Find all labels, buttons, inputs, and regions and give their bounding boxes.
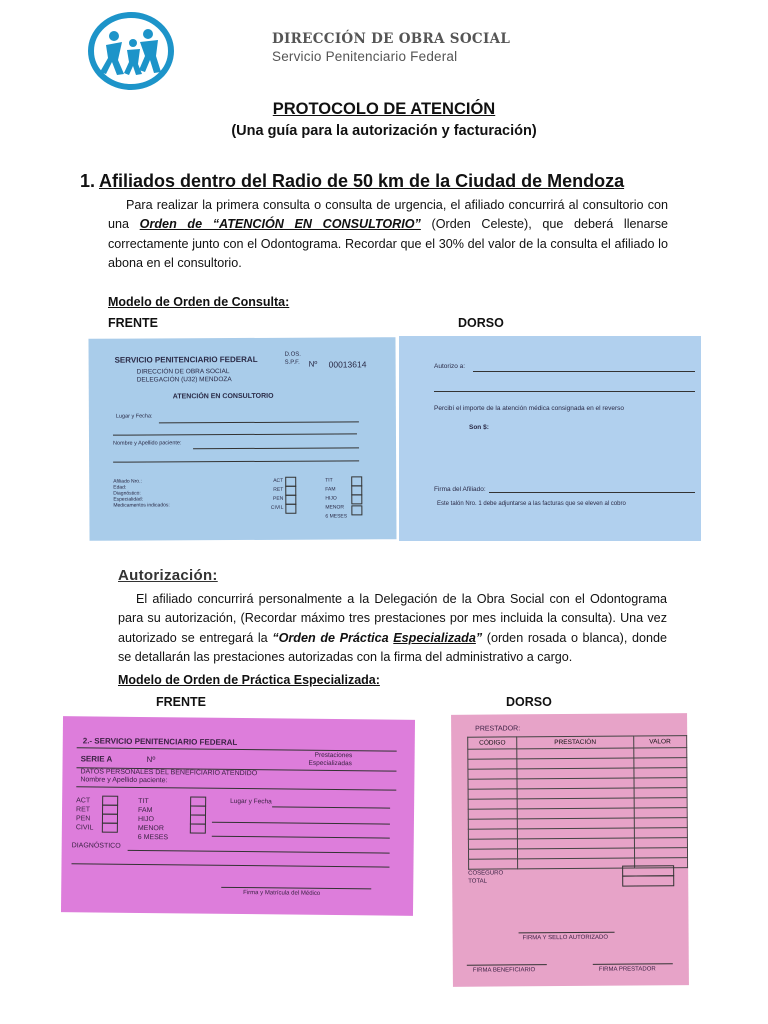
para-text: (orden rosada o blanca), donde se detallarán las prestaciones autorizadas con la firma del administrativo a cargo. xyxy=(118,630,668,664)
label-act: ACT xyxy=(273,477,284,484)
model-consulta-label: Modelo de Orden de Consulta: xyxy=(108,295,290,309)
form-org: SERVICIO PENITENCIARIO FEDERAL xyxy=(114,354,258,365)
consulta-form-back-image xyxy=(399,336,701,541)
section-title: Afiliados dentro del Radio de 50 km de la Ciudad de Mendoza xyxy=(99,171,625,191)
family-logo-icon xyxy=(88,12,174,90)
form-org: 2.- SERVICIO PENITENCIARIO FEDERAL xyxy=(82,736,238,747)
field-especialidad: Especialidad: xyxy=(113,496,144,503)
label-meses: 6 MESES xyxy=(325,513,348,520)
label-fam: FAM xyxy=(325,486,336,493)
document-subtitle: (Una guía para la autorización y facturación) xyxy=(231,123,537,139)
form-dos: D.OS. xyxy=(284,351,301,358)
checkbox-civil[interactable] xyxy=(285,504,296,514)
label-ret: RET xyxy=(76,806,91,814)
form-line xyxy=(76,786,396,790)
checkbox-civil[interactable] xyxy=(102,823,118,833)
form-lugar: Lugar y Fecha xyxy=(230,797,272,806)
label-pen: PEN xyxy=(75,815,91,823)
order-name-part: Especializada xyxy=(393,630,476,645)
label-fam: FAM xyxy=(138,806,153,815)
form-line xyxy=(434,391,695,392)
form-line xyxy=(272,806,390,808)
form-line xyxy=(221,887,371,890)
para-text: Para realizar la primera consulta o consulta de urgencia, el afiliado concurrirá al consultorio con una xyxy=(108,198,668,232)
back-prestador: PRESTADOR: xyxy=(475,725,521,733)
form-line xyxy=(519,932,615,934)
status-labels-left xyxy=(76,796,94,832)
field-medicamentos: Medicamentos indicados: xyxy=(113,502,170,509)
form-prest1: Prestaciones xyxy=(314,751,353,760)
practica-form-front-image xyxy=(61,716,415,916)
order-name-part: “Orden de Práctica xyxy=(272,630,394,645)
form-line xyxy=(473,371,695,372)
order-name-part: ” xyxy=(475,630,483,645)
total-box xyxy=(622,875,674,886)
col-codigo: CÓDIGO xyxy=(468,737,517,749)
org-subtitle: Servicio Penitenciario Federal xyxy=(272,49,458,64)
form-line xyxy=(212,836,390,839)
form-fields-list xyxy=(113,478,170,508)
label-hijo: HIJO xyxy=(325,495,337,502)
form-lugar: Lugar y Fecha: xyxy=(115,413,153,420)
back-total: TOTAL xyxy=(468,878,488,885)
status-labels-right xyxy=(138,797,169,842)
label-tit: TIT xyxy=(138,797,149,806)
authorization-heading: Autorización: xyxy=(118,567,218,584)
status-labels-right xyxy=(325,476,347,521)
form-line xyxy=(113,460,359,462)
form-no-label: Nº xyxy=(146,755,156,765)
form-deleg: DELEGACIÓN (U32) MENDOZA xyxy=(136,376,232,384)
form-no-label: Nº xyxy=(308,359,318,369)
model-practica-label: Modelo de Orden de Práctica Especializada: xyxy=(118,673,380,687)
front-label: FRENTE xyxy=(108,316,158,330)
form-serie: SERIE A xyxy=(80,754,113,764)
form-dir: DIRECCIÓN DE OBRA SOCIAL xyxy=(136,368,230,376)
back-label: DORSO xyxy=(506,695,552,709)
form-diagnostico: DIAGNÓSTICO xyxy=(71,842,121,850)
back-autorizo: Autorizo a: xyxy=(434,363,466,370)
document-title: PROTOCOLO DE ATENCIÓN xyxy=(272,100,496,118)
label-act: ACT xyxy=(76,797,91,805)
front-label: FRENTE xyxy=(156,695,206,709)
back-son: Son $: xyxy=(469,424,489,431)
label-menor: MENOR xyxy=(137,824,164,833)
back-coseguro: COSEGURO xyxy=(468,870,504,877)
form-prest2: Especializadas xyxy=(308,759,352,768)
form-number: 00013614 xyxy=(328,359,367,370)
label-tit: TIT xyxy=(325,477,333,484)
form-title: ATENCIÓN EN CONSULTORIO xyxy=(172,392,274,401)
label-pen: PEN xyxy=(273,495,284,502)
order-name-highlight xyxy=(272,631,482,645)
label-meses: 6 MESES xyxy=(137,833,169,842)
back-firma: Firma del Afiliado: xyxy=(434,486,486,493)
checkbox-hijo[interactable] xyxy=(351,494,362,504)
form-line xyxy=(71,863,389,867)
para-text: El afiliado concurrirá personalmente a la Delegación de la Obra Social con el Odontograma para su autorización, (Recordar máximo tres prestaciones por mes incluida la consulta). Una vez autorizado se entregará la xyxy=(118,592,667,645)
form-line xyxy=(593,963,673,965)
form-nombre: Nombre y Apellido paciente: xyxy=(80,776,168,785)
label-civil: CIVIL xyxy=(270,504,284,511)
label-civil: CIVIL xyxy=(75,824,94,832)
back-label: DORSO xyxy=(458,316,504,330)
form-line xyxy=(489,492,695,493)
form-line xyxy=(193,447,359,449)
status-labels-left xyxy=(269,477,283,513)
checkbox-menor[interactable] xyxy=(190,823,206,833)
col-valor: VALOR xyxy=(633,736,687,748)
field-afiliado: Afiliado Nro.: xyxy=(113,478,142,485)
field-edad: Edad: xyxy=(113,484,127,491)
consulta-form-front-image xyxy=(88,337,396,541)
back-firma-aut: FIRMA Y SELLO AUTORIZADO xyxy=(522,934,608,942)
prestaciones-table xyxy=(467,735,688,870)
back-percibi: Percibí el importe de la atención médica consignada en el reverso xyxy=(434,405,625,412)
authorization-paragraph xyxy=(118,590,667,667)
section-number: 1. xyxy=(80,171,96,191)
form-line xyxy=(77,747,397,751)
back-nota: Este talón Nro. 1 debe adjuntarse a las facturas que se eleven al cobro xyxy=(437,501,626,507)
para-text: (Orden Celeste), que deberá llenarse correctamente junto con el Odontograma. Recordar que el 30% del valor de la consulta el afiliado lo abona en el consultorio. xyxy=(108,217,669,270)
form-datos: DATOS PERSONALES DEL BENEFICIARIO ATENDIDO xyxy=(80,768,258,778)
form-firma: Firma y Matrícula del Médico xyxy=(243,890,321,897)
back-firma-prest: FIRMA PRESTADOR xyxy=(598,966,656,973)
org-name: DIRECCIÓN DE OBRA SOCIAL xyxy=(272,31,511,47)
back-firma-benef: FIRMA BENEFICIARIO xyxy=(472,967,536,974)
section1-paragraph xyxy=(108,196,668,273)
order-name-highlight: Orden de “ATENCIÓN EN CONSULTORIO” xyxy=(139,217,421,232)
field-diagnostico: Diagnóstico: xyxy=(113,490,141,497)
form-nombre: Nombre y Apellido paciente: xyxy=(113,440,182,447)
form-line xyxy=(159,421,359,423)
label-menor: MENOR xyxy=(325,504,345,511)
form-line xyxy=(113,433,357,435)
label-ret: RET xyxy=(273,486,284,493)
form-line xyxy=(128,850,390,854)
form-spf: S.P.F. xyxy=(284,359,300,366)
checkbox-menor[interactable] xyxy=(351,505,362,515)
form-line xyxy=(467,964,547,966)
obra-social-logo xyxy=(88,12,174,90)
label-hijo: HIJO xyxy=(137,815,154,824)
practica-form-back-image xyxy=(451,713,689,987)
form-line xyxy=(212,822,390,825)
col-prestacion: PRESTACIÓN xyxy=(517,736,633,749)
